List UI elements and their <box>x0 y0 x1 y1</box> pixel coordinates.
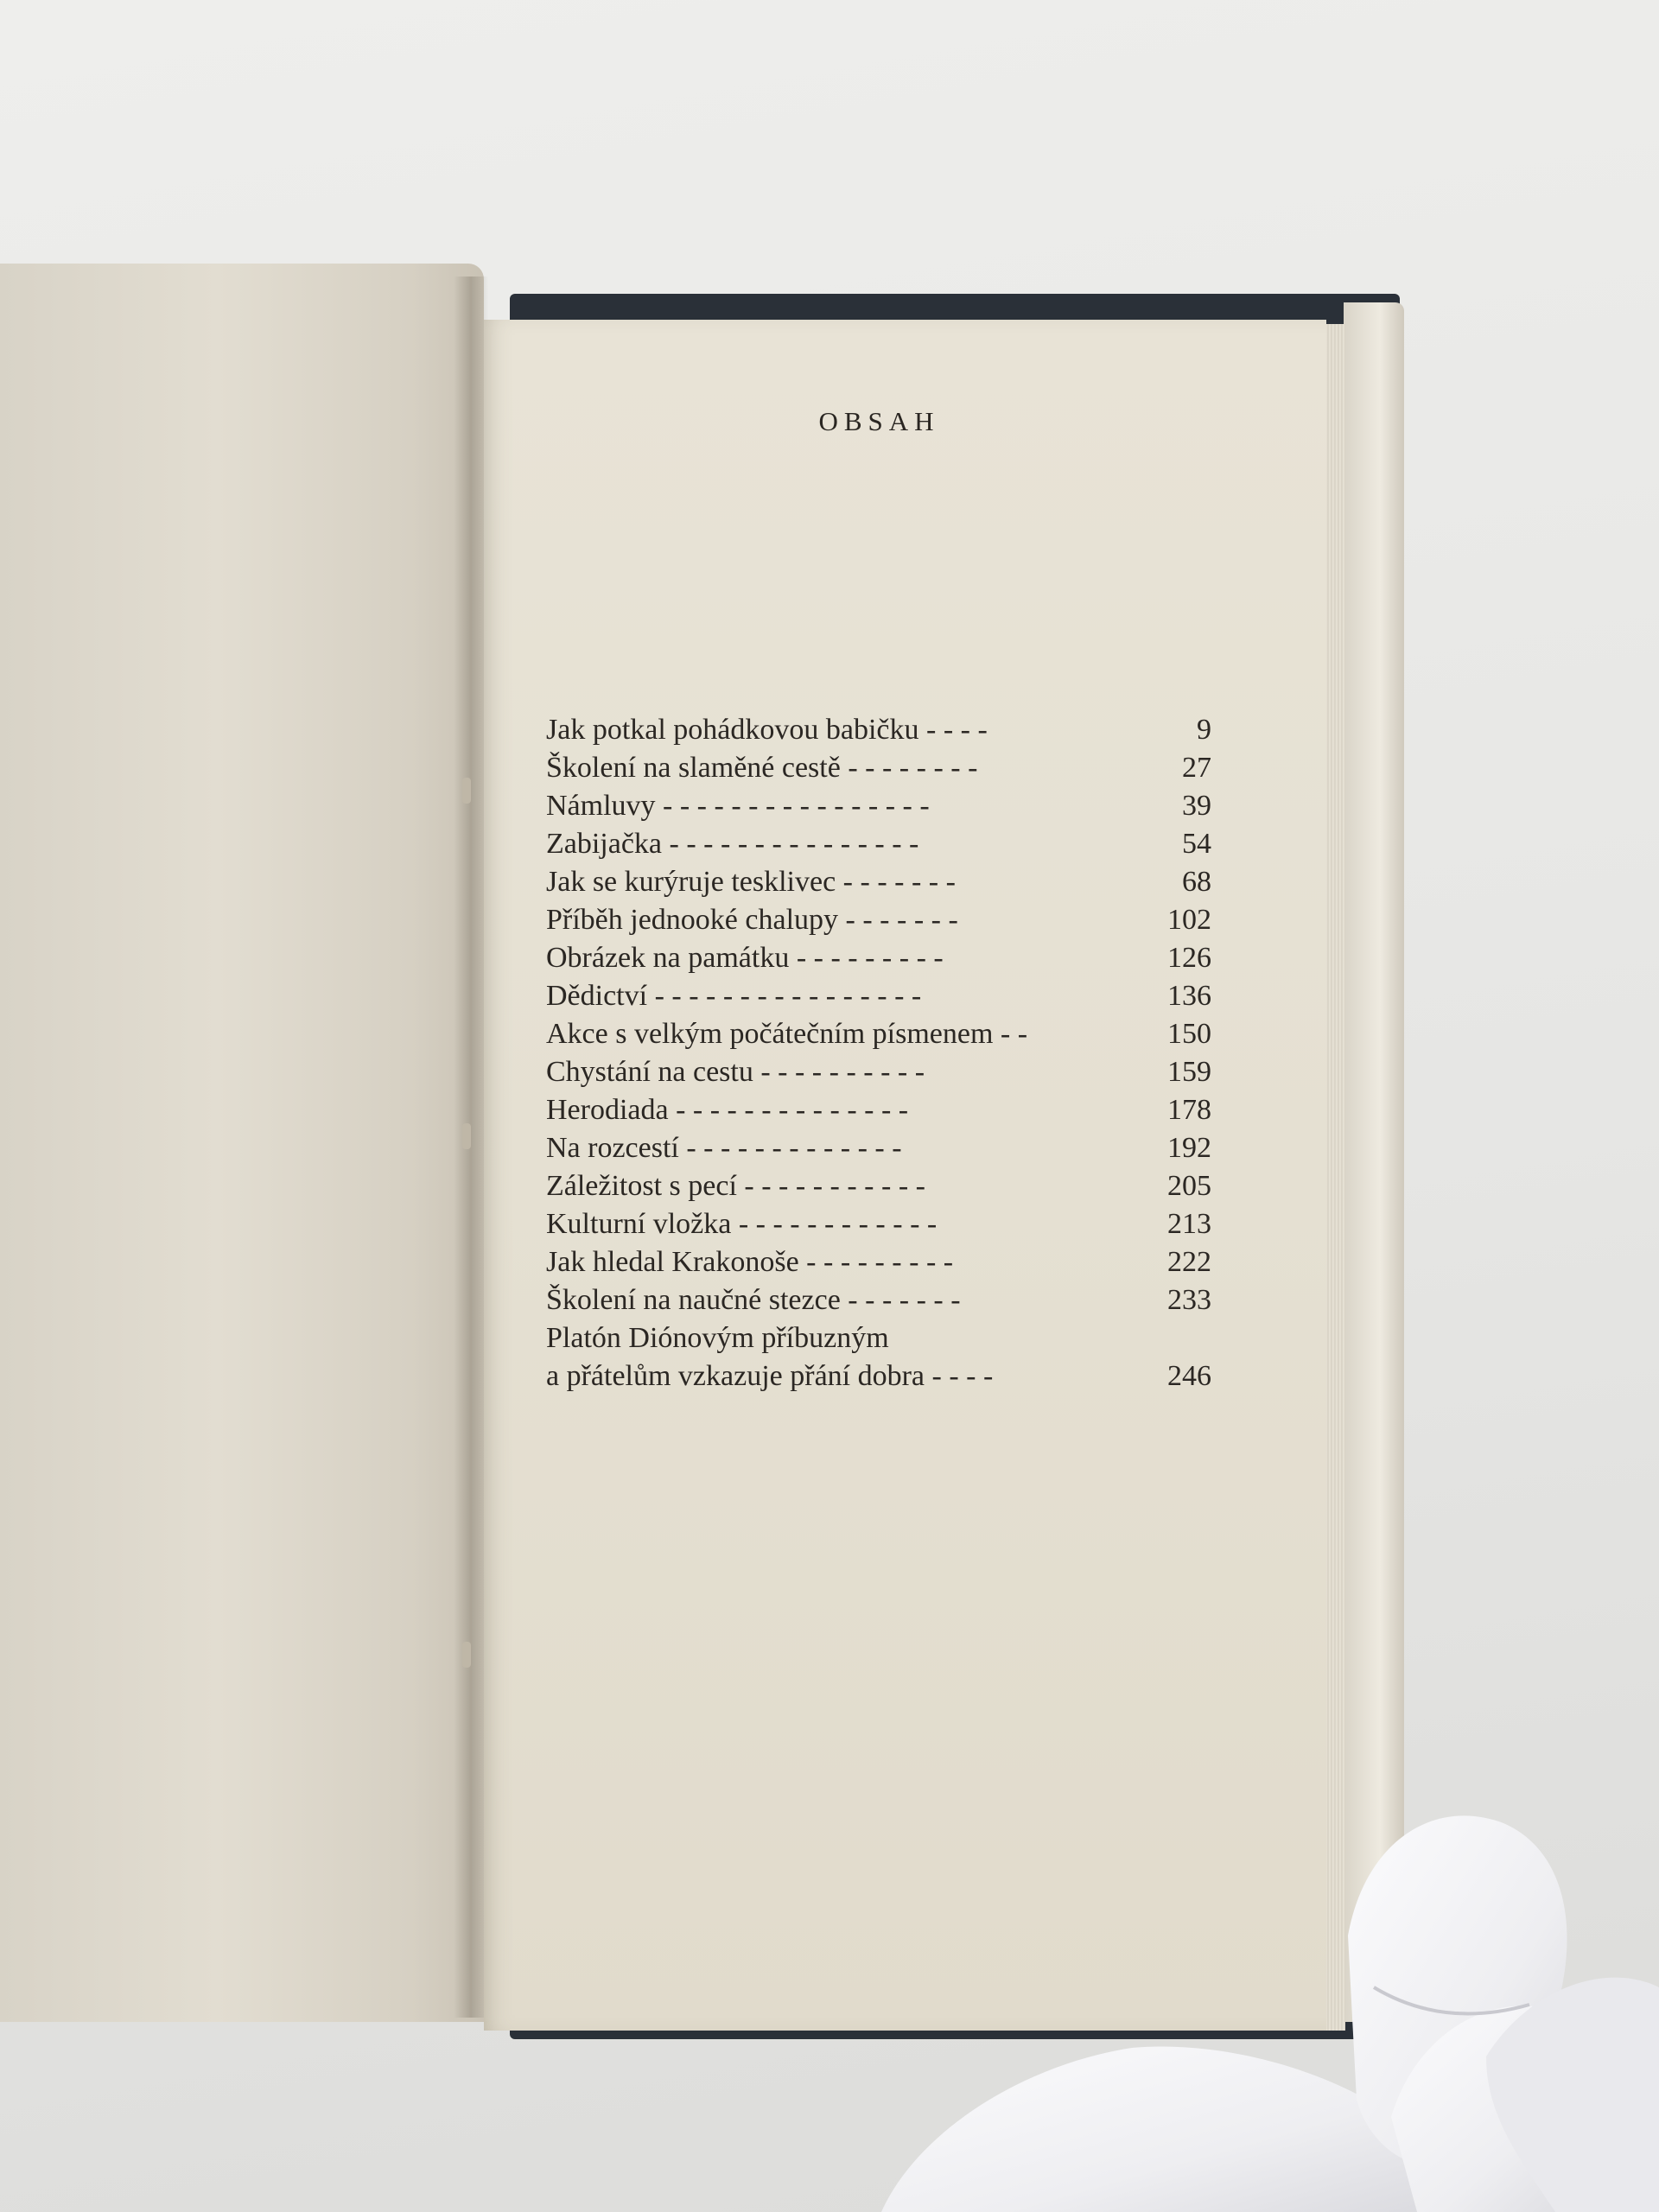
toc-entry-page: 222 <box>1167 1246 1211 1278</box>
toc-entry-title: Herodiada - - - - - - - - - - - - - - <box>546 1094 909 1126</box>
toc-entry-title: Jak se kurýruje tesklivec - - - - - - - <box>546 866 956 898</box>
toc-entry-title: Jak potkal pohádkovou babičku - - - - <box>546 714 988 746</box>
toc-entry-page: 68 <box>1182 866 1211 898</box>
toc-entry-title-line2: a přátelům vzkazuje přání dobra - - - - <box>546 1360 994 1392</box>
toc-entry-title: Příběh jednooké chalupy - - - - - - - <box>546 904 958 936</box>
toc-entry-title: Záležitost s pecí - - - - - - - - - - - <box>546 1170 925 1202</box>
toc-entry-page: 213 <box>1167 1208 1211 1240</box>
toc-entry-page: 136 <box>1167 980 1211 1012</box>
toc-entry-page: 233 <box>1167 1284 1211 1316</box>
toc-entry-page: 54 <box>1182 828 1211 860</box>
toc-entry-title: Školení na naučné stezce - - - - - - - <box>546 1284 961 1316</box>
toc-entry-page: 192 <box>1167 1132 1211 1164</box>
toc-entry-title: Dědictví - - - - - - - - - - - - - - - - <box>546 980 922 1012</box>
toc-entry-page: 39 <box>1182 790 1211 822</box>
toc-entry-title: Námluvy - - - - - - - - - - - - - - - - <box>546 790 930 822</box>
toc-entry-page: 102 <box>1167 904 1211 936</box>
toc-entry-page: 178 <box>1167 1094 1211 1126</box>
toc-entry-title: Školení na slaměné cestě - - - - - - - - <box>546 752 978 784</box>
toc-entry-title: Chystání na cestu - - - - - - - - - - <box>546 1056 925 1088</box>
toc-entry-title: Jak hledal Krakonoše - - - - - - - - - <box>546 1246 954 1278</box>
toc-entry-title: Na rozcestí - - - - - - - - - - - - - <box>546 1132 902 1164</box>
toc-entry-page: 150 <box>1167 1018 1211 1050</box>
toc-entry-title: Akce s velkým počátečním písmenem - - <box>546 1018 1028 1050</box>
toc-entry-page: 126 <box>1167 942 1211 974</box>
toc-entry-page: 9 <box>1197 714 1211 746</box>
toc-entry-page: 159 <box>1167 1056 1211 1088</box>
toc-entry-page: 27 <box>1182 752 1211 784</box>
toc-heading: OBSAH <box>818 406 940 436</box>
toc-entry-title: Zabijačka - - - - - - - - - - - - - - - <box>546 828 919 860</box>
toc-entry-title: Kulturní vložka - - - - - - - - - - - - <box>546 1208 938 1240</box>
toc-entry-title: Obrázek na památku - - - - - - - - - <box>546 942 944 974</box>
toc-entry-title-line1: Platón Diónovým příbuzným <box>546 1322 889 1354</box>
toc-entry-page: 246 <box>1167 1360 1211 1392</box>
toc-entry-page: 205 <box>1167 1170 1211 1202</box>
